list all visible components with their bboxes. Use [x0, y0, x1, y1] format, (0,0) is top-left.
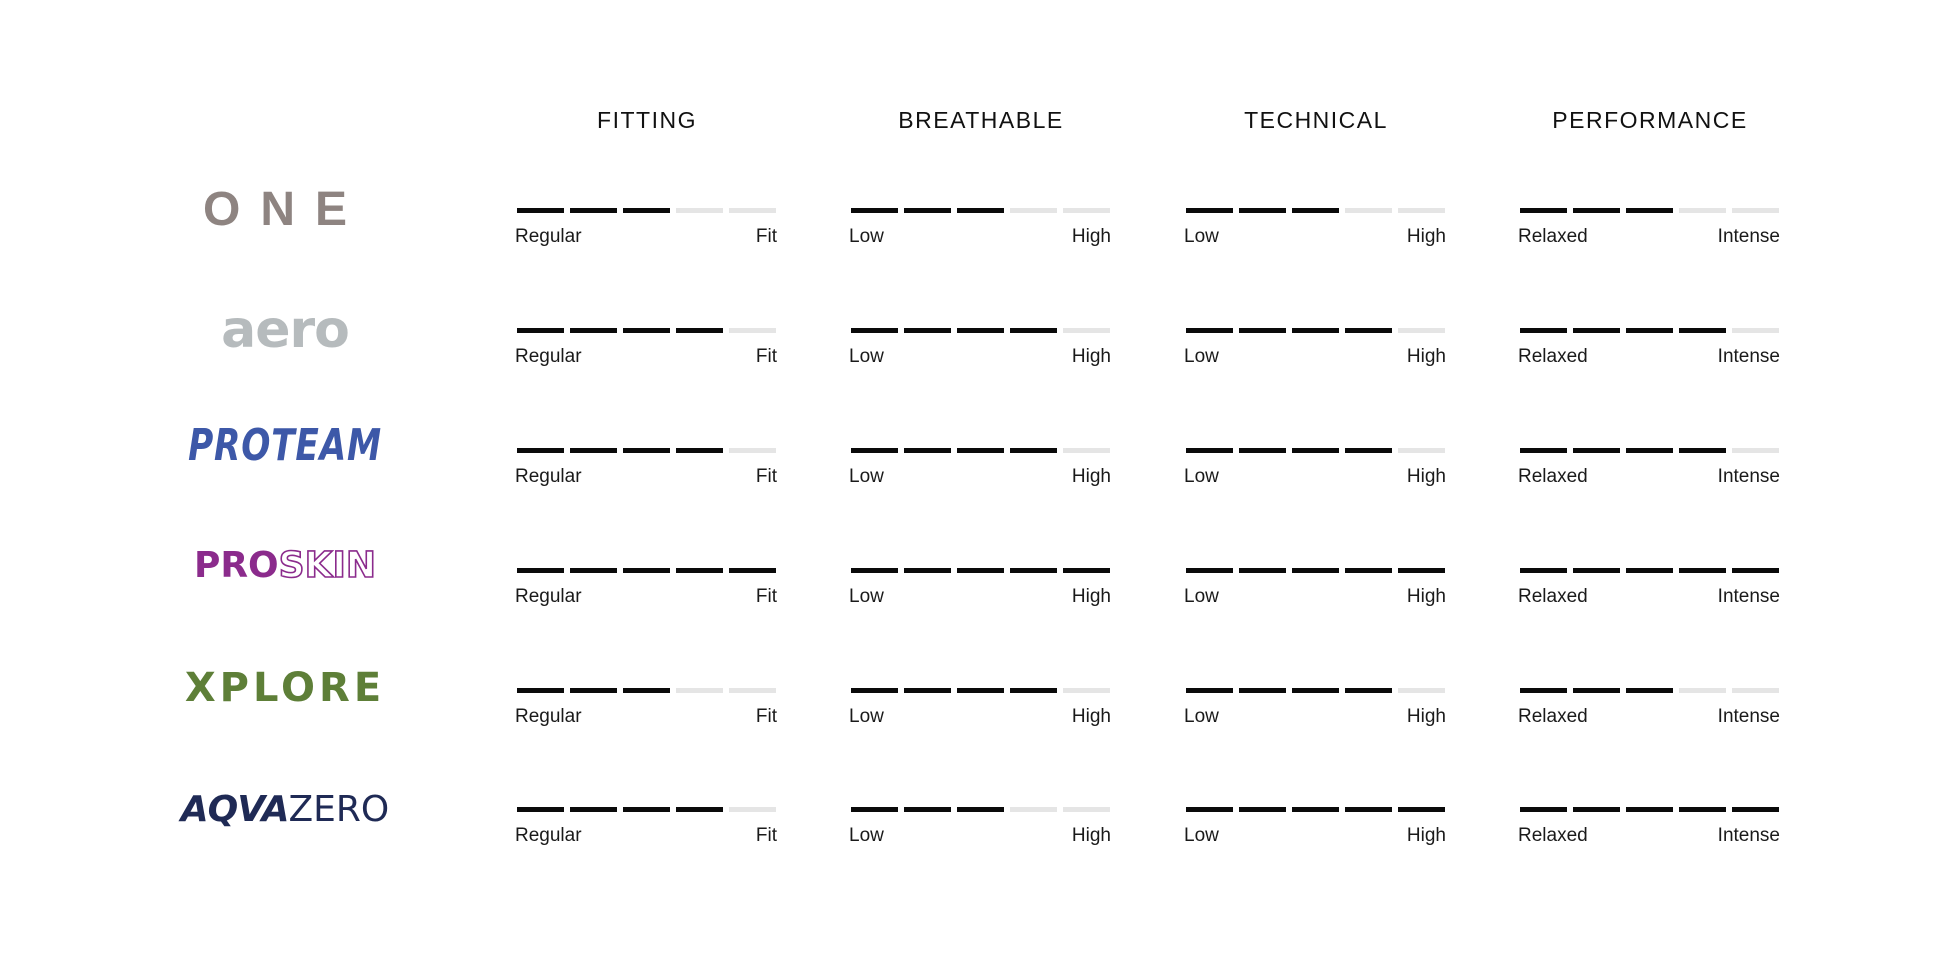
rating-meter-aqvazero-breathable [851, 807, 1111, 857]
rating-segment-empty [1063, 807, 1110, 812]
rating-segment-filled [623, 568, 670, 573]
column-header-breathable: BREATHABLE [898, 107, 1064, 133]
rating-segment-filled [623, 448, 670, 453]
rating-meter-proskin-breathable [851, 568, 1111, 618]
rating-segment-filled [517, 807, 564, 812]
rating-meter-aqvazero-technical [1186, 807, 1446, 857]
rating-bar [517, 448, 777, 453]
rating-segment-empty [729, 807, 776, 812]
logo-aqvazero-zero: ZERO [288, 789, 390, 830]
rating-segment-filled [1292, 807, 1339, 812]
rating-bar [1186, 568, 1446, 573]
rating-bar [1186, 328, 1446, 333]
rating-bar [1520, 807, 1780, 812]
rating-segment-empty [1063, 688, 1110, 693]
scale-min-label: Regular [515, 226, 582, 247]
rating-segment-filled [1626, 448, 1673, 453]
rating-segment-filled [904, 568, 951, 573]
rating-segment-filled [1679, 568, 1726, 573]
rating-meter-aero-fitting [517, 328, 777, 378]
rating-meter-proskin-technical [1186, 568, 1446, 618]
rating-segment-filled [623, 328, 670, 333]
rating-meter-proskin-fitting [517, 568, 777, 618]
rating-segment-filled [517, 568, 564, 573]
rating-segment-filled [1732, 807, 1779, 812]
rating-segment-filled [1679, 807, 1726, 812]
rating-segment-filled [1186, 688, 1233, 693]
rating-segment-filled [957, 688, 1004, 693]
rating-segment-empty [676, 688, 723, 693]
rating-segment-filled [1520, 568, 1567, 573]
scale-min-label: Low [849, 346, 884, 367]
scale-min-label: Relaxed [1518, 226, 1588, 247]
rating-segment-filled [1345, 448, 1392, 453]
scale-min-label: Low [1184, 346, 1219, 367]
scale-min-label: Relaxed [1518, 466, 1588, 487]
scale-max-label: High [1406, 226, 1446, 247]
rating-segment-filled [676, 328, 723, 333]
scale-max-label: High [1071, 466, 1111, 487]
rating-segment-filled [1520, 807, 1567, 812]
rating-meter-xplore-performance [1520, 688, 1780, 738]
logo-proskin-pro: PRO [193, 545, 279, 586]
rating-bar [1520, 328, 1780, 333]
rating-segment-filled [957, 568, 1004, 573]
rating-segment-filled [851, 807, 898, 812]
rating-segment-filled [1292, 448, 1339, 453]
rating-segment-filled [570, 807, 617, 812]
rating-bar [851, 688, 1111, 693]
rating-bar [851, 807, 1111, 812]
scale-max-label: Intense [1717, 346, 1780, 367]
scale-max-label: Intense [1717, 226, 1780, 247]
rating-segment-filled [676, 568, 723, 573]
logo-xplore-text: XPLORE [184, 665, 386, 711]
rating-segment-filled [904, 208, 951, 213]
column-header-performance: PERFORMANCE [1552, 107, 1748, 133]
scale-min-label: Relaxed [1518, 586, 1588, 607]
rating-segment-filled [1239, 448, 1286, 453]
scale-max-label: Intense [1717, 706, 1780, 727]
rating-bar [1186, 807, 1446, 812]
rating-segment-filled [1732, 568, 1779, 573]
logo-aero [125, 300, 445, 360]
logo-proteam [125, 418, 445, 474]
scale-min-label: Relaxed [1518, 825, 1588, 846]
rating-segment-filled [1186, 328, 1233, 333]
rating-segment-empty [1398, 328, 1445, 333]
rating-bar [1520, 208, 1780, 213]
rating-meter-proteam-technical [1186, 448, 1446, 498]
rating-segment-filled [1520, 448, 1567, 453]
rating-segment-filled [957, 448, 1004, 453]
scale-min-label: Low [1184, 466, 1219, 487]
scale-max-label: High [1406, 586, 1446, 607]
rating-segment-empty [1732, 448, 1779, 453]
rating-meter-proteam-fitting [517, 448, 777, 498]
scale-max-label: High [1406, 706, 1446, 727]
rating-segment-filled [904, 448, 951, 453]
rating-segment-filled [517, 328, 564, 333]
rating-segment-empty [729, 208, 776, 213]
scale-min-label: Regular [515, 346, 582, 367]
rating-bar [1186, 688, 1446, 693]
column-header-technical: TECHNICAL [1244, 107, 1388, 133]
scale-max-label: High [1071, 706, 1111, 727]
scale-max-label: High [1406, 825, 1446, 846]
rating-segment-filled [1010, 688, 1057, 693]
rating-segment-filled [904, 328, 951, 333]
scale-min-label: Regular [515, 586, 582, 607]
rating-segment-empty [1010, 208, 1057, 213]
rating-segment-empty [1398, 448, 1445, 453]
rating-meter-aqvazero-performance [1520, 807, 1780, 857]
rating-segment-filled [904, 688, 951, 693]
rating-segment-filled [1239, 568, 1286, 573]
rating-segment-filled [1010, 328, 1057, 333]
rating-segment-filled [1398, 807, 1445, 812]
rating-segment-filled [1292, 568, 1339, 573]
scale-min-label: Low [1184, 825, 1219, 846]
rating-segment-filled [1063, 568, 1110, 573]
rating-bar [1520, 688, 1780, 693]
scale-min-label: Relaxed [1518, 706, 1588, 727]
rating-segment-filled [1573, 807, 1620, 812]
scale-max-label: Intense [1717, 586, 1780, 607]
scale-min-label: Regular [515, 706, 582, 727]
rating-segment-filled [1239, 208, 1286, 213]
scale-max-label: High [1071, 226, 1111, 247]
rating-segment-filled [1186, 568, 1233, 573]
scale-max-label: Fit [755, 586, 777, 607]
rating-meter-xplore-breathable [851, 688, 1111, 738]
rating-segment-empty [1732, 208, 1779, 213]
rating-segment-filled [1626, 807, 1673, 812]
rating-bar [517, 688, 777, 693]
logo-one-text: ONE [202, 183, 367, 236]
rating-segment-empty [1679, 688, 1726, 693]
rating-segment-filled [1292, 208, 1339, 213]
rating-segment-filled [1345, 568, 1392, 573]
scale-max-label: High [1406, 466, 1446, 487]
rating-meter-aero-performance [1520, 328, 1780, 378]
rating-segment-filled [851, 328, 898, 333]
rating-meter-aqvazero-fitting [517, 807, 777, 857]
rating-segment-filled [1679, 448, 1726, 453]
rating-segment-filled [623, 688, 670, 693]
rating-bar [851, 208, 1111, 213]
rating-segment-empty [1732, 328, 1779, 333]
rating-bar [1186, 208, 1446, 213]
rating-segment-filled [904, 807, 951, 812]
rating-meter-aero-technical [1186, 328, 1446, 378]
rating-segment-filled [1345, 688, 1392, 693]
scale-min-label: Low [1184, 226, 1219, 247]
rating-segment-filled [1520, 688, 1567, 693]
rating-segment-filled [517, 688, 564, 693]
rating-segment-filled [1186, 208, 1233, 213]
scale-min-label: Low [849, 706, 884, 727]
rating-meter-proteam-performance [1520, 448, 1780, 498]
rating-segment-filled [957, 807, 1004, 812]
rating-segment-filled [570, 328, 617, 333]
rating-meter-proteam-breathable [851, 448, 1111, 498]
rating-bar [1520, 568, 1780, 573]
scale-min-label: Low [1184, 586, 1219, 607]
scale-min-label: Low [1184, 706, 1219, 727]
rating-segment-filled [1573, 328, 1620, 333]
rating-segment-empty [729, 688, 776, 693]
logo-one [125, 182, 445, 238]
rating-segment-filled [957, 328, 1004, 333]
rating-segment-filled [1679, 328, 1726, 333]
rating-segment-empty [1398, 208, 1445, 213]
scale-min-label: Low [849, 825, 884, 846]
scale-min-label: Relaxed [1518, 346, 1588, 367]
rating-segment-filled [1186, 807, 1233, 812]
rating-segment-filled [1573, 208, 1620, 213]
rating-segment-filled [1626, 688, 1673, 693]
rating-segment-filled [1239, 328, 1286, 333]
scale-min-label: Regular [515, 466, 582, 487]
scale-max-label: Intense [1717, 466, 1780, 487]
rating-bar [517, 568, 777, 573]
rating-meter-xplore-fitting [517, 688, 777, 738]
scale-max-label: Fit [755, 226, 777, 247]
rating-segment-filled [851, 568, 898, 573]
logo-proskin [125, 542, 445, 590]
rating-segment-filled [676, 448, 723, 453]
rating-segment-filled [1292, 688, 1339, 693]
rating-meter-one-breathable [851, 208, 1111, 258]
logo-proteam-text: PROTEAM [188, 420, 382, 471]
column-header-fitting: FITTING [597, 107, 697, 133]
logo-aqvazero [125, 786, 445, 834]
scale-min-label: Low [849, 466, 884, 487]
rating-segment-filled [957, 208, 1004, 213]
rating-segment-filled [517, 208, 564, 213]
rating-segment-empty [1010, 807, 1057, 812]
rating-bar [1520, 448, 1780, 453]
scale-min-label: Regular [515, 825, 582, 846]
scale-max-label: Intense [1717, 825, 1780, 846]
rating-segment-filled [851, 448, 898, 453]
rating-segment-filled [1292, 328, 1339, 333]
scale-max-label: Fit [755, 825, 777, 846]
rating-segment-filled [1626, 208, 1673, 213]
rating-segment-filled [1186, 448, 1233, 453]
rating-segment-empty [729, 328, 776, 333]
logo-xplore [125, 662, 445, 714]
rating-segment-filled [1239, 807, 1286, 812]
rating-segment-filled [1010, 568, 1057, 573]
rating-segment-filled [570, 688, 617, 693]
rating-segment-empty [676, 208, 723, 213]
scale-max-label: High [1071, 346, 1111, 367]
rating-segment-empty [1732, 688, 1779, 693]
rating-segment-filled [570, 568, 617, 573]
rating-segment-empty [1679, 208, 1726, 213]
scale-max-label: Fit [755, 706, 777, 727]
rating-segment-filled [851, 208, 898, 213]
scale-max-label: Fit [755, 466, 777, 487]
rating-segment-filled [1573, 448, 1620, 453]
logo-proskin-skin: SKIN [278, 545, 377, 586]
rating-segment-filled [1573, 688, 1620, 693]
rating-bar [517, 208, 777, 213]
logo-aero-text: aero [221, 300, 349, 360]
rating-meter-proskin-performance [1520, 568, 1780, 618]
rating-segment-filled [1345, 807, 1392, 812]
scale-min-label: Low [849, 226, 884, 247]
rating-segment-filled [1626, 568, 1673, 573]
scale-max-label: High [1406, 346, 1446, 367]
rating-segment-empty [1063, 328, 1110, 333]
rating-segment-filled [570, 448, 617, 453]
rating-segment-filled [517, 448, 564, 453]
rating-meter-one-fitting [517, 208, 777, 258]
rating-segment-filled [729, 568, 776, 573]
rating-segment-empty [1063, 208, 1110, 213]
rating-segment-filled [623, 208, 670, 213]
rating-meter-one-technical [1186, 208, 1446, 258]
scale-max-label: Fit [755, 346, 777, 367]
rating-segment-empty [1063, 448, 1110, 453]
rating-segment-filled [570, 208, 617, 213]
rating-segment-empty [1345, 208, 1392, 213]
rating-segment-filled [1239, 688, 1286, 693]
rating-bar [851, 448, 1111, 453]
rating-meter-aero-breathable [851, 328, 1111, 378]
rating-segment-filled [1398, 568, 1445, 573]
rating-bar [517, 328, 777, 333]
rating-meter-one-performance [1520, 208, 1780, 258]
rating-bar [851, 568, 1111, 573]
rating-segment-filled [851, 688, 898, 693]
scale-max-label: High [1071, 586, 1111, 607]
rating-segment-filled [1520, 328, 1567, 333]
scale-max-label: High [1071, 825, 1111, 846]
rating-segment-filled [1626, 328, 1673, 333]
rating-bar [851, 328, 1111, 333]
logo-aqvazero-aqva: AQVA [180, 789, 289, 830]
rating-segment-filled [1520, 208, 1567, 213]
scale-min-label: Low [849, 586, 884, 607]
rating-segment-filled [1573, 568, 1620, 573]
rating-segment-empty [729, 448, 776, 453]
rating-bar [1186, 448, 1446, 453]
rating-bar [517, 807, 777, 812]
rating-meter-xplore-technical [1186, 688, 1446, 738]
rating-segment-empty [1398, 688, 1445, 693]
rating-segment-filled [676, 807, 723, 812]
rating-segment-filled [1010, 448, 1057, 453]
rating-segment-filled [623, 807, 670, 812]
rating-segment-filled [1345, 328, 1392, 333]
